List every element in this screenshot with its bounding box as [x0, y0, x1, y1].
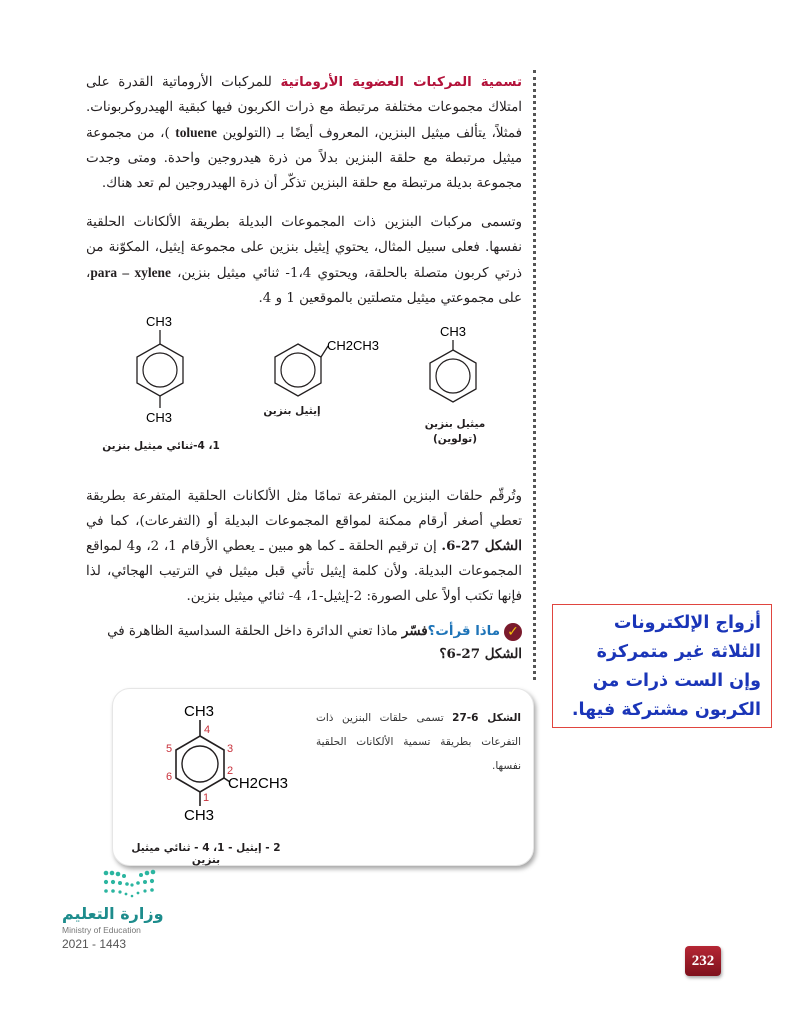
group-label: CH3 [440, 324, 467, 339]
edition-year: 2021 - 1443 [62, 937, 127, 951]
checkmark-icon: ✓ [504, 623, 522, 641]
ministry-logo [60, 868, 160, 906]
ring-number-1: 1 [203, 792, 210, 804]
structure-name: إيثيل بنزين [263, 405, 321, 417]
ring-number-2: 2 [227, 765, 234, 777]
ring-number-5: 5 [166, 743, 173, 755]
structure-ethyl-dimethylbenzene [148, 700, 288, 834]
ministry-name-english: Ministry of Education [62, 925, 141, 935]
reading-check-verb: فسّر [401, 623, 428, 639]
structure-toluene [418, 320, 488, 424]
ring-number-3: 3 [227, 743, 234, 755]
term-para-xylene: para – xylene [90, 265, 171, 280]
page-number-badge: 232 [685, 946, 721, 976]
structure-para-xylene [110, 312, 210, 436]
column-divider [533, 70, 536, 680]
structure-name: 1، 4-ثنائي ميثيل بنزين [102, 440, 220, 452]
figure-caption [316, 706, 521, 778]
group-label: CH3 [146, 410, 173, 425]
ministry-name-arabic: وزارة التعليم [62, 904, 164, 923]
term-toluene: toluene [175, 125, 217, 140]
figure-label: الشكل 6-27 [452, 712, 521, 724]
paragraph-text: للمركبات الأروماتية القدرة على امتلاك مجموعات مختلفة مرتبطة مع ذرات الكربون فيها كبقية الهيدروكربونات. فمثلاً، يتألف ميثيل البنزين، المعروف أيضًا بـ (التولوين [86, 75, 522, 141]
figure-reference: الشكل 27-6؟ [439, 646, 522, 662]
top-group: CH3 [184, 703, 215, 720]
figure-compound-name: 2 - إيثيل - 1، 4 - ثنائي ميثيل بنزين [131, 842, 281, 866]
figure-reference: الشكل 27-6. [441, 538, 522, 554]
paragraph-text: إن ترقيم الحلقة ـ كما هو مبين ـ يعطي الأرقام 1، 2، و4 لمواقع المجموعات البديلة. ولأن كلمة إيثيل تأتي قبل ميثيل في الترتيب الهجائي، لذا فإنها تكتب أولاً على الصورة: 2-إيثيل-1، 4- ثنائي ميثيل بنزين. [86, 539, 522, 604]
figure-caption-text: تسمى حلقات البنزين ذات التفرعات بطريقة تسمية الألكانات الحلقية نفسها. [316, 712, 521, 772]
bottom-group: CH3 [184, 807, 215, 824]
ring-number-4: 4 [204, 724, 211, 736]
reading-check-label: ماذا قرأت؟ [427, 624, 500, 639]
paragraph-naming-aromatics [86, 70, 522, 196]
paragraph-substituted-benzene [86, 210, 522, 311]
paragraph-text: وتسمى مركبات البنزين ذات المجموعات البديلة بطريقة الألكانات الحلقية نفسها. فعلى سبيل المثال، يحتوي إيثيل بنزين على مجموعة إيثيل، المكوّنة من ذرتي كربون متصلة بالحلقة، ويحتوي 1،4- ثنائي ميثيل بنزين، [86, 215, 522, 281]
paragraph-text: وتُرقّم حلقات البنزين المتفرعة تمامًا مثل الألكانات الحلقية المتفرعة بطريقة تعطي أصغر أرقام ممكنة لمواقع المجموعات البديلة أو (التفرعات)، كما في [86, 489, 522, 529]
section-heading: تسمية المركبات العضوية الأروماتية [280, 75, 523, 90]
group-label: CH2CH3 [327, 338, 380, 353]
answer-note: أزواج الإلكترونات الثلاثة غير متمركزة وإن الست ذرات من الكربون مشتركة فيها. [552, 604, 772, 728]
structure-ethylbenzene [258, 330, 388, 414]
paragraph-numbering [86, 484, 522, 609]
structure-name: ميثيل بنزين [424, 418, 486, 430]
side-group: CH2CH3 [228, 775, 288, 792]
paragraph-text: )، من مجموعة ميثيل مرتبطة مع حلقة البنزين بدلاً من ذرة هيدروجين واحدة. ومتى وجدت مجموعة بديلة مرتبطة مع حلقة البنزين تذكّر أن ذرة الهيدروجين لم تعد هناك. [86, 126, 522, 191]
group-label: CH3 [146, 314, 173, 329]
paragraph-text: ، على مجموعتي ميثيل متصلتين بالموقعين 1 و 4. [86, 266, 522, 306]
reading-check-text: ماذا تعني الدائرة داخل الحلقة السداسية الظاهرة في [107, 624, 402, 639]
ring-number-6: 6 [166, 771, 173, 783]
structure-name-alt: (تولوين) [432, 433, 478, 445]
reading-check [86, 620, 522, 666]
